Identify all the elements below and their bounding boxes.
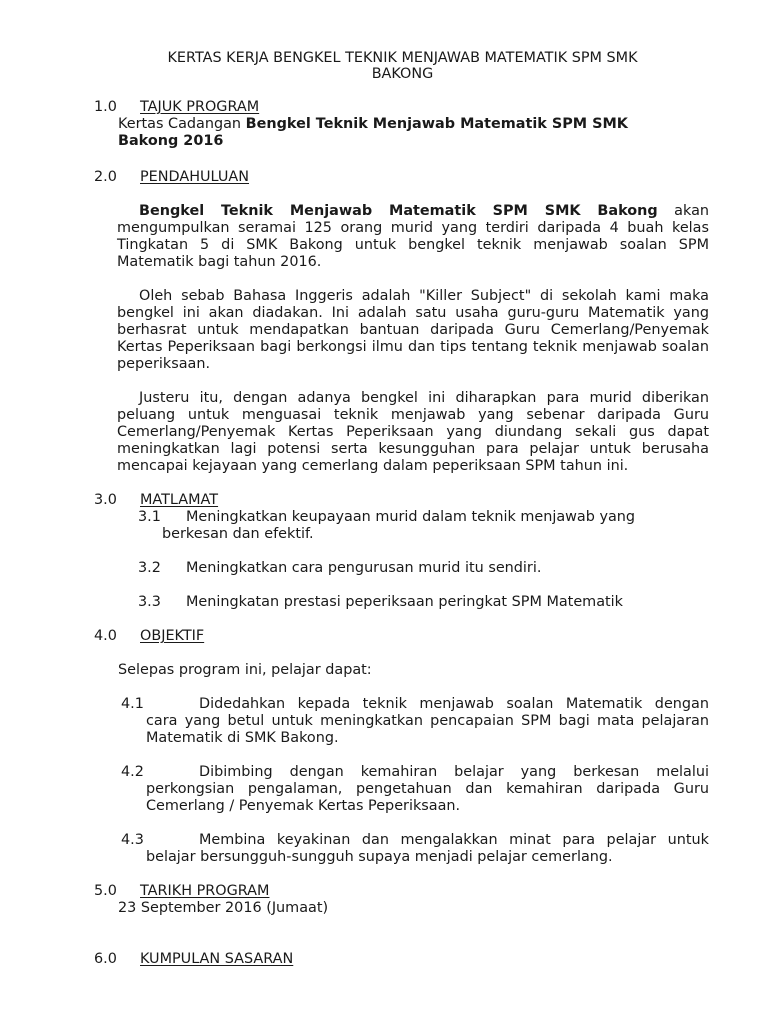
program-title-bold-1: Bengkel Teknik Menjawab Matematik SPM SMK xyxy=(245,116,628,132)
section-5-number: 5.0 xyxy=(94,883,117,899)
intro-paragraph-1-text: akan mengumpulkan seramai 125 orang murid yang terdiri daripada 4 buah kelas Tingkatan 5 di SMK Bakong untuk bengkel teknik menjawab soalan SPM Matematik bagi tahun 2016. xyxy=(117,203,710,270)
goal-item-3 xyxy=(138,594,698,611)
goal-3-number: 3.3 xyxy=(138,594,161,610)
program-title-bold-2: Bakong 2016 xyxy=(118,133,224,149)
section-1-heading xyxy=(94,99,259,116)
goal-2-number: 3.2 xyxy=(138,560,161,576)
objective-3-number: 4.3 xyxy=(121,832,144,848)
section-2-heading xyxy=(94,169,249,186)
section-3-title: MATLAMAT xyxy=(140,492,219,508)
objective-3-text: Membina keyakinan dan mengalakkan minat para pelajar untuk xyxy=(199,832,709,848)
section-2-number: 2.0 xyxy=(94,169,117,185)
goal-3-text: Meningkatan prestasi peperiksaan peringkat SPM Matematik xyxy=(186,594,623,610)
objective-1-text: Didedahkan kepada teknik menjawab soalan Matematik dengan xyxy=(199,696,709,712)
program-date: 23 September 2016 (Jumaat) xyxy=(118,900,329,916)
intro-paragraph-2: Oleh sebab Bahasa Inggeris adalah "Killer Subject" di sekolah kami maka bengkel ini akan diadakan. Ini adalah satu usaha guru-guru Matematik yang berhasrat untuk mendapatkan bantuan daripada Guru Cemerlang/Penyemak Kertas Peperiksaan bagi berkongsi ilmu dan tips tentang teknik menjawab soalan peperiksaan. xyxy=(117,288,709,372)
objectives-intro: Selepas program ini, pelajar dapat: xyxy=(118,662,372,678)
goal-item-1 xyxy=(138,509,698,543)
section-6-number: 6.0 xyxy=(94,951,117,967)
section-5-title: TARIKH PROGRAM xyxy=(140,883,270,899)
section-3-heading xyxy=(94,492,218,509)
intro-paragraph-1 xyxy=(117,203,709,271)
section-5-heading xyxy=(94,883,269,900)
section-6-heading xyxy=(94,951,293,968)
section-3-number: 3.0 xyxy=(94,492,117,508)
section-6-title: KUMPULAN SASARAN xyxy=(140,951,294,967)
section-1-body xyxy=(118,116,710,150)
workshop-name: Bengkel Teknik Menjawab Matematik SPM SMK Bakong xyxy=(139,203,658,219)
objective-item-2 xyxy=(121,764,709,815)
goal-1-text: Meningkatkan keupayaan murid dalam teknik menjawab yang xyxy=(186,509,636,525)
program-title-line-2 xyxy=(118,133,710,150)
intro-paragraph-3: Justeru itu, dengan adanya bengkel ini diharapkan para murid diberikan peluang untuk menguasai teknik menjawab yang sebenar daripada Guru Cemerlang/Penyemak Kertas Peperiksaan yang diundang sekali gus dapat meningkatkan lagi potensi serta kesungguhan para pelajar untuk berusaha mencapai kejayaan yang cemerlang dalam peperiksaan SPM tahun ini. xyxy=(117,390,709,474)
objective-2-text: Dibimbing dengan kemahiran belajar yang berkesan melalui xyxy=(199,764,709,780)
goal-2-text: Meningkatkan cara pengurusan murid itu sendiri. xyxy=(186,560,542,576)
section-2-title: PENDAHULUAN xyxy=(140,169,250,185)
section-4-title: OBJEKTIF xyxy=(140,628,205,644)
objective-item-1 xyxy=(121,696,709,747)
program-title-line-1 xyxy=(118,116,710,133)
objective-2-text-cont: perkongsian pengalaman, pengetahuan dan kemahiran daripada Guru Cemerlang / Penyemak Kertas Peperiksaan. xyxy=(146,781,709,814)
objective-3-text-cont: belajar bersungguh-sungguh supaya menjadi pelajar cemerlang. xyxy=(146,849,613,865)
title-line-2: BAKONG xyxy=(371,66,434,82)
section-4-heading xyxy=(94,628,204,645)
goal-1-text-cont: berkesan dan efektif. xyxy=(162,526,314,542)
objective-1-number: 4.1 xyxy=(121,696,144,712)
document-title xyxy=(95,50,710,82)
objective-1-text-cont: cara yang betul untuk meningkatkan pencapaian SPM bagi mata pelajaran Matematik di SMK Bakong. xyxy=(146,713,709,746)
section-4-number: 4.0 xyxy=(94,628,117,644)
section-1-title: TAJUK PROGRAM xyxy=(140,99,260,115)
section-1-number: 1.0 xyxy=(94,99,117,115)
program-title-prefix: Kertas Cadangan xyxy=(118,116,246,132)
goal-item-2 xyxy=(138,560,698,577)
objective-item-3 xyxy=(121,832,709,866)
title-line-1: KERTAS KERJA BENGKEL TEKNIK MENJAWAB MATEMATIK SPM SMK xyxy=(167,50,638,66)
objective-2-number: 4.2 xyxy=(121,764,144,780)
goal-1-number: 3.1 xyxy=(138,509,161,525)
